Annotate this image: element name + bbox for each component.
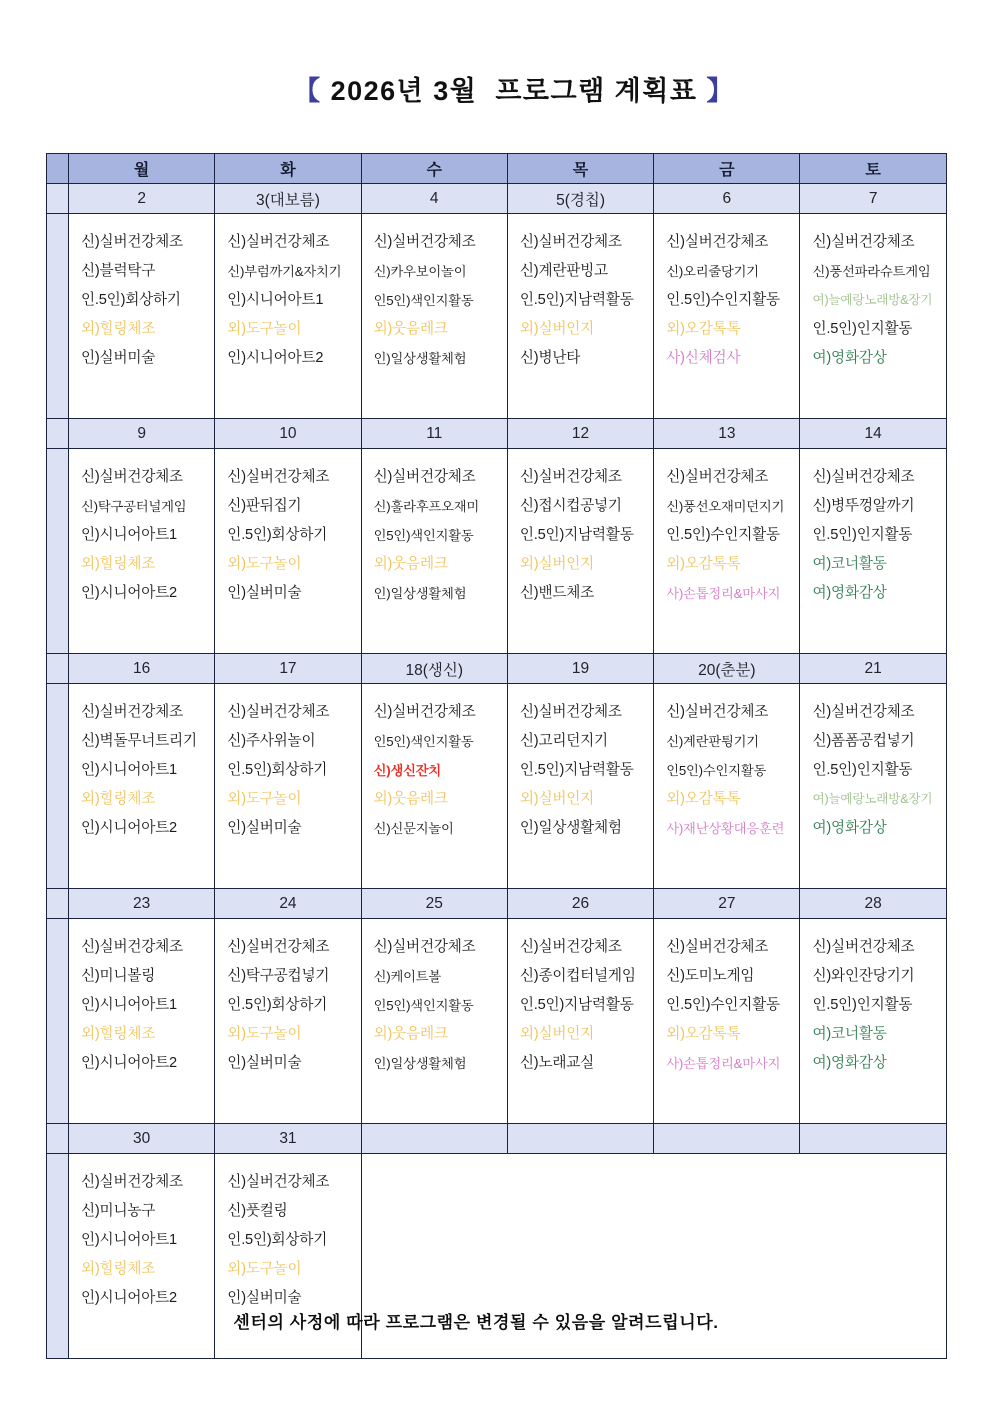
- program-item: 신)실버건강체조: [519, 234, 622, 250]
- program-item: 신)풍선오재미던지기: [666, 499, 785, 514]
- gutter-cell: [47, 419, 69, 449]
- program-cell[interactable]: [69, 684, 215, 889]
- program-item: 신)신문지놀이: [373, 821, 454, 836]
- program-item: 외)도구놀이: [227, 556, 302, 572]
- program-item: 인5인)색인지활동: [373, 528, 474, 543]
- program-item: 신)실버건강체조: [812, 234, 915, 250]
- gutter-cell: [47, 449, 69, 654]
- program-item: 외)오감톡톡: [666, 321, 741, 337]
- program-cell[interactable]: [800, 449, 946, 654]
- program-cell[interactable]: [215, 684, 361, 889]
- program-item: 신)실버건강체조: [227, 704, 330, 720]
- program-item: 외)힐링체조: [81, 556, 156, 572]
- weekday-header-1: 화: [215, 154, 361, 184]
- program-item: 신)접시컵공넣기: [519, 498, 622, 514]
- program-row-2: [47, 684, 947, 889]
- weekday-header-0: 월: [69, 154, 215, 184]
- program-item: 인.5인)회상하기: [227, 1232, 328, 1248]
- program-item: 신)실버건강체조: [227, 939, 330, 955]
- date-row-0: [47, 184, 947, 214]
- program-item: 인)시니어아트1: [81, 527, 177, 543]
- date-cell[interactable]: 31: [215, 1124, 361, 1154]
- program-item: 신)탁구공컵넣기: [227, 968, 330, 984]
- program-item: 신)병난타: [519, 350, 581, 366]
- date-row-3: [47, 889, 947, 919]
- program-item: 외)힐링체조: [81, 321, 156, 337]
- program-item: 신)부럼까기&자치기: [227, 264, 342, 279]
- program-cell[interactable]: [361, 684, 507, 889]
- date-cell[interactable]: 21: [800, 654, 946, 684]
- program-item: 신)실버건강체조: [373, 234, 476, 250]
- program-item: 신)실버건강체조: [373, 939, 476, 955]
- gutter-cell: [47, 214, 69, 419]
- program-cell[interactable]: [361, 449, 507, 654]
- date-cell[interactable]: 19: [507, 654, 653, 684]
- program-item: 신)밴드체조: [519, 585, 595, 601]
- program-cell[interactable]: [654, 449, 800, 654]
- program-item: 사)재난상황대응훈련: [666, 821, 785, 836]
- gutter-cell: [47, 889, 69, 919]
- program-item: 외)실버인지: [519, 556, 595, 572]
- program-item: 여)코너활동: [812, 556, 887, 572]
- program-item: 사)손톱정리&마사지: [666, 1056, 781, 1071]
- date-cell[interactable]: 7: [800, 184, 946, 214]
- date-cell[interactable]: 18(생신): [361, 654, 507, 684]
- program-item: 인.5인)인지활동: [812, 762, 913, 778]
- date-cell[interactable]: 4: [361, 184, 507, 214]
- program-item: 인.5인)회상하기: [227, 997, 328, 1013]
- program-item: 외)도구놀이: [227, 321, 302, 337]
- title-open-bracket: 【: [293, 76, 322, 106]
- program-item: 인)시니어아트2: [81, 585, 177, 601]
- program-item: 신)실버건강체조: [227, 469, 330, 485]
- program-item: 인)실버미술: [227, 585, 302, 601]
- date-row-1: [47, 419, 947, 449]
- program-item: 신)풍선파라슈트게임: [812, 264, 931, 279]
- program-item: 신)실버건강체조: [666, 939, 769, 955]
- program-item: 여)늘예랑노래방&장기: [812, 293, 933, 307]
- title-close-bracket: 】: [706, 76, 735, 106]
- date-cell[interactable]: 11: [361, 419, 507, 449]
- program-item: 신)판뒤집기: [227, 498, 302, 514]
- program-item: 신)실버건강체조: [373, 469, 476, 485]
- program-item: 신)풋컬링: [227, 1203, 288, 1219]
- gutter-cell: [47, 654, 69, 684]
- program-item: 인)일상생활체험: [519, 820, 622, 836]
- program-item: 신)생신잔치: [373, 763, 442, 778]
- program-cell[interactable]: [507, 919, 653, 1124]
- program-row-0: [47, 214, 947, 419]
- program-item: 신)노래교실: [519, 1055, 595, 1071]
- program-item: 인)실버미술: [81, 350, 156, 366]
- date-cell[interactable]: 23: [69, 889, 215, 919]
- program-item: 인)일상생활체험: [373, 1056, 467, 1071]
- program-item: 인)실버미술: [227, 1055, 302, 1071]
- program-item: 신)미니볼링: [81, 968, 156, 984]
- program-item: 인)시니어아트1: [81, 997, 177, 1013]
- program-item: 신)고리던지기: [519, 733, 608, 749]
- date-cell[interactable]: 10: [215, 419, 361, 449]
- date-cell[interactable]: 25: [361, 889, 507, 919]
- program-cell[interactable]: [215, 449, 361, 654]
- program-item: 여)영화감상: [812, 1055, 887, 1071]
- program-item: 사)손톱정리&마사지: [666, 586, 781, 601]
- program-item: 인.5인)회상하기: [227, 527, 328, 543]
- program-item: 신)종이컵터널게임: [519, 968, 636, 984]
- program-item: 인)일상생활체험: [373, 586, 467, 601]
- program-item: 신)실버건강체조: [81, 469, 183, 485]
- program-cell[interactable]: [800, 919, 946, 1124]
- program-item: 여)영화감상: [812, 820, 887, 836]
- gutter-cell: [47, 684, 69, 889]
- date-cell[interactable]: 12: [507, 419, 653, 449]
- program-item: 신)실버건강체조: [81, 704, 183, 720]
- date-cell[interactable]: 17: [215, 654, 361, 684]
- program-item: 인.5인)인지활동: [812, 321, 913, 337]
- program-item: 외)실버인지: [519, 1026, 595, 1042]
- date-cell[interactable]: 27: [654, 889, 800, 919]
- program-item: 외)오감톡톡: [666, 1026, 741, 1042]
- program-cell[interactable]: [215, 214, 361, 419]
- date-cell[interactable]: 3(대보름): [215, 184, 361, 214]
- weekday-header-4: 금: [654, 154, 800, 184]
- program-item: 외)도구놀이: [227, 1026, 302, 1042]
- program-cell[interactable]: [507, 449, 653, 654]
- program-item: 여)영화감상: [812, 350, 887, 366]
- program-item: 외)힐링체조: [81, 1261, 156, 1277]
- program-item: 신)실버건강체조: [81, 234, 183, 250]
- date-cell[interactable]: 13: [654, 419, 800, 449]
- program-item: 신)실버건강체조: [666, 469, 769, 485]
- calendar-body: [47, 184, 947, 1359]
- date-cell[interactable]: 2: [69, 184, 215, 214]
- program-cell[interactable]: [654, 214, 800, 419]
- program-item: 인.5인)인지활동: [812, 527, 913, 543]
- date-cell[interactable]: 26: [507, 889, 653, 919]
- program-item: 인)실버미술: [227, 820, 302, 836]
- program-item: 여)코너활동: [812, 1026, 887, 1042]
- program-item: 인5인)수인지활동: [666, 763, 767, 778]
- date-row-4: [47, 1124, 947, 1154]
- program-cell[interactable]: [654, 684, 800, 889]
- program-item: 신)계란판빙고: [519, 263, 608, 279]
- program-item: 여)영화감상: [812, 585, 887, 601]
- program-item: 신)실버건강체조: [666, 234, 769, 250]
- program-item: 인.5인)지남력활동: [519, 527, 634, 543]
- program-item: 신)병뚜껑알까기: [812, 498, 915, 514]
- program-item: 신)오리줄당기기: [666, 264, 759, 279]
- program-item: 외)실버인지: [519, 321, 595, 337]
- program-item: 신)실버건강체조: [81, 939, 183, 955]
- program-item: 인.5인)지남력활동: [519, 292, 634, 308]
- program-item: 인.5인)인지활동: [812, 997, 913, 1013]
- program-item: 신)케이트볼: [373, 969, 442, 984]
- program-item: 신)실버건강체조: [812, 704, 915, 720]
- program-item: 외)웃음레크: [373, 791, 448, 807]
- date-cell[interactable]: 9: [69, 419, 215, 449]
- program-item: 신)실버건강체조: [519, 939, 622, 955]
- program-cell[interactable]: [800, 214, 946, 419]
- program-item: 사)신체검사: [666, 350, 741, 366]
- page-title: [0, 0, 992, 153]
- program-item: 인.5인)수인지활동: [666, 527, 780, 543]
- program-item: 인)시니어아트1: [81, 762, 177, 778]
- program-item: 신)도미노게임: [666, 968, 755, 984]
- program-item: 인)시니어아트2: [227, 350, 324, 366]
- program-cell[interactable]: [800, 684, 946, 889]
- program-row-1: [47, 449, 947, 654]
- program-item: 인.5인)회상하기: [81, 292, 181, 308]
- program-item: 인)시니어아트2: [81, 820, 177, 836]
- program-item: 인)시니어아트2: [81, 1290, 177, 1306]
- program-item: 신)블럭탁구: [81, 263, 156, 279]
- program-cell[interactable]: [215, 919, 361, 1124]
- date-cell[interactable]: [361, 1124, 507, 1154]
- date-cell[interactable]: 6: [654, 184, 800, 214]
- program-item: 인5인)색인지활동: [373, 293, 474, 308]
- program-item: 인)시니어아트1: [227, 292, 324, 308]
- date-cell[interactable]: [800, 1124, 946, 1154]
- program-item: 외)오감톡톡: [666, 556, 741, 572]
- date-cell[interactable]: 24: [215, 889, 361, 919]
- date-cell[interactable]: 20(춘분): [654, 654, 800, 684]
- program-cell[interactable]: [361, 214, 507, 419]
- program-item: 외)웃음레크: [373, 1026, 448, 1042]
- program-item: 인.5인)지남력활동: [519, 762, 634, 778]
- program-cell[interactable]: [69, 449, 215, 654]
- program-item: 신)폼폼공컵넣기: [812, 733, 915, 749]
- date-cell[interactable]: 28: [800, 889, 946, 919]
- program-item: 인5인)색인지활동: [373, 998, 474, 1013]
- program-cell[interactable]: [69, 919, 215, 1124]
- date-row-2: [47, 654, 947, 684]
- program-item: 신)실버건강체조: [812, 939, 915, 955]
- weekday-header-row: [47, 154, 947, 184]
- program-item: 신)실버건강체조: [519, 704, 622, 720]
- program-item: 신)실버건강체조: [519, 469, 622, 485]
- gutter-header-cell: [47, 154, 69, 184]
- program-item: 외)웃음레크: [373, 321, 448, 337]
- weekday-header-3: 목: [507, 154, 653, 184]
- gutter-cell: [47, 184, 69, 214]
- weekday-header-2: 수: [361, 154, 507, 184]
- program-item: 신)실버건강체조: [81, 1174, 183, 1190]
- program-item: 신)실버건강체조: [373, 704, 476, 720]
- program-row-3: [47, 919, 947, 1124]
- title-text: 2026년 3월 프로그램 계획표: [321, 76, 707, 106]
- program-item: 신)실버건강체조: [666, 704, 769, 720]
- program-item: 신)훌라후프오재미: [373, 499, 479, 514]
- date-cell[interactable]: [507, 1124, 653, 1154]
- gutter-cell: [47, 1124, 69, 1154]
- program-cell[interactable]: [507, 684, 653, 889]
- program-item: 인)시니어아트1: [81, 1232, 177, 1248]
- program-item: 외)실버인지: [519, 791, 595, 807]
- gutter-cell: [47, 919, 69, 1124]
- program-item: 외)오감톡톡: [666, 791, 741, 807]
- program-item: 신)카우보이놀이: [373, 264, 467, 279]
- program-item: 신)주사위놀이: [227, 733, 316, 749]
- weekday-header-5: 토: [800, 154, 946, 184]
- program-item: 신)실버건강체조: [227, 234, 330, 250]
- program-item: 외)도구놀이: [227, 1261, 302, 1277]
- date-cell[interactable]: 14: [800, 419, 946, 449]
- program-item: 신)계란판튕기기: [666, 734, 759, 749]
- program-item: 인.5인)수인지활동: [666, 292, 780, 308]
- date-cell[interactable]: [654, 1124, 800, 1154]
- program-item: 인)시니어아트2: [81, 1055, 177, 1071]
- program-item: 외)힐링체조: [81, 791, 156, 807]
- program-item: 외)도구놀이: [227, 791, 302, 807]
- program-item: 신)벽돌무너트리기: [81, 733, 197, 749]
- program-item: 인.5인)지남력활동: [519, 997, 634, 1013]
- program-item: 인5인)색인지활동: [373, 734, 474, 749]
- program-cell[interactable]: [69, 214, 215, 419]
- program-item: 인.5인)회상하기: [227, 762, 328, 778]
- calendar-container: [0, 153, 992, 1359]
- program-calendar-table: [46, 153, 947, 1359]
- program-item: 외)힐링체조: [81, 1026, 156, 1042]
- program-item: 신)와인잔당기기: [812, 968, 915, 984]
- program-cell[interactable]: [361, 919, 507, 1124]
- date-cell[interactable]: 5(경칩): [507, 184, 653, 214]
- program-item: 외)웃음레크: [373, 556, 448, 572]
- program-item: 여)늘예랑노래방&장기: [812, 792, 933, 806]
- program-item: 인)실버미술: [227, 1290, 302, 1306]
- program-item: 신)실버건강체조: [227, 1174, 330, 1190]
- program-item: 신)탁구공터널게임: [81, 499, 187, 514]
- footer-note: 센터의 사정에 따라 프로그램은 변경될 수 있음을 알려드립니다.: [233, 1313, 719, 1332]
- date-cell[interactable]: 16: [69, 654, 215, 684]
- program-item: 인)일상생활체험: [373, 351, 467, 366]
- program-cell[interactable]: [507, 214, 653, 419]
- program-item: 인.5인)수인지활동: [666, 997, 780, 1013]
- program-item: 신)실버건강체조: [812, 469, 915, 485]
- program-cell[interactable]: [654, 919, 800, 1124]
- date-cell[interactable]: 30: [69, 1124, 215, 1154]
- program-item: 신)미니농구: [81, 1203, 156, 1219]
